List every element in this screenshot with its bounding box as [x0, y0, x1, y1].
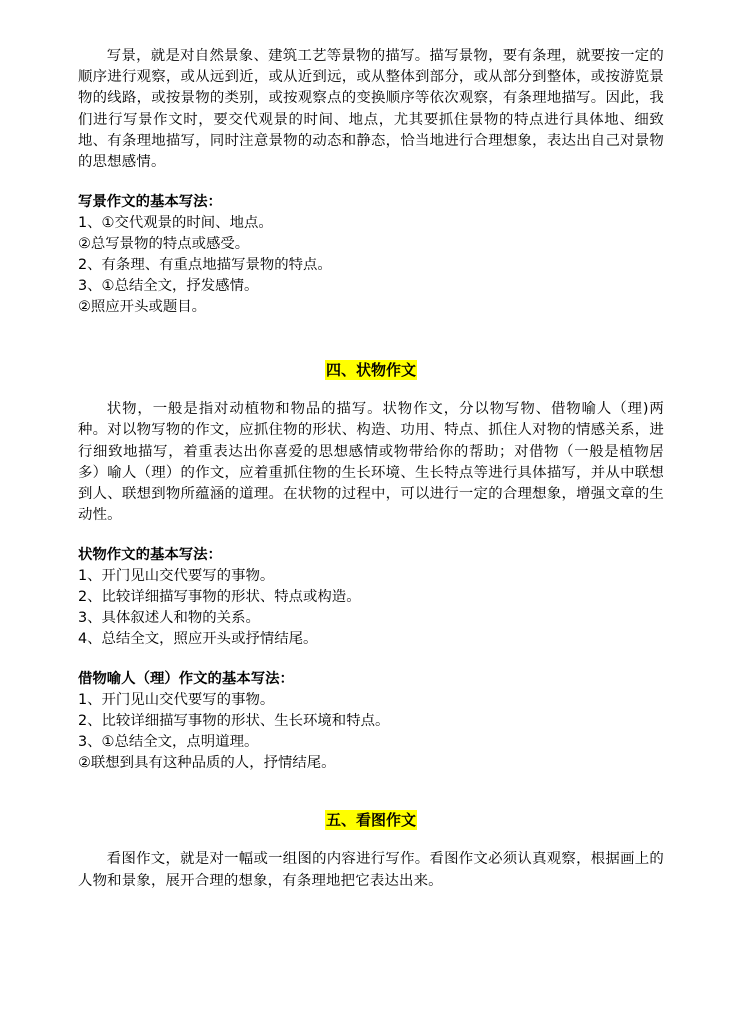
object-method-item: 3、具体叙述人和物的关系。: [78, 610, 260, 627]
section-four-title: 四、状物作文: [325, 361, 416, 380]
spacer: [78, 830, 664, 849]
scenery-intro-paragraph: 写景，就是对自然景象、建筑工艺等景物的描写。描写景物，要有条理，就要按一定的顺序进行观察，或从远到近，或从近到远，或从整体到部分，或从部分到整体，或按游览景物的线路，或按景物的类别，或按观察点的变换顺序等依次观察，有条理地描写。因此，我们进行写景作文时，要交代观景的时间、地点，尤其要抓住景物的特点进行具体地、细致地、有条理地描写，同时注意景物的动态和静态，恰当地进行合理想象，表达出自己对景物的思想感情。: [78, 48, 664, 171]
picture-intro-paragraph: 看图作文，就是对一幅或一组图的内容进行写作。看图作文必须认真观察，根据画上的人物和景象，展开合理的想象，有条理地把它表达出来。: [78, 851, 664, 889]
spacer: [78, 650, 664, 669]
object-method-item: 4、总结全文，照应开头或抒情结尾。: [78, 631, 318, 648]
spacer: [78, 526, 664, 545]
section-four-title-wrap: [78, 360, 664, 380]
section-five-title: 五、看图作文: [325, 811, 416, 830]
section-five-title-wrap: [78, 810, 664, 830]
metaphor-method-heading: 借物喻人（理）作文的基本写法：: [78, 671, 294, 688]
metaphor-method-item: 2、比较详细描写事物的形状、生长环境和特点。: [78, 713, 390, 730]
scenery-method-item: 3、①总结全文，抒发感情。: [78, 278, 259, 295]
spacer: [78, 774, 664, 810]
object-method-item: 2、比较详细描写事物的形状、特点或构造。: [78, 589, 361, 606]
document-page: [78, 46, 664, 892]
scenery-method-item: ②总写景物的特点或感受。: [78, 236, 250, 253]
spacer: [78, 173, 664, 192]
object-method-item: 1、开门见山交代要写的事物。: [78, 568, 275, 585]
scenery-method-item: 2、有条理、有重点地描写景物的特点。: [78, 257, 332, 274]
scenery-method-heading: 写景作文的基本写法：: [78, 194, 222, 211]
scenery-method-item: ②照应开头或题目。: [78, 299, 207, 316]
metaphor-method-item: 1、开门见山交代要写的事物。: [78, 692, 275, 709]
object-intro-paragraph: 状物，一般是指对动植物和物品的描写。状物作文，分以物写物、借物喻人（理)两种。对以物写物的作文，应抓住物的形状、构造、功用、特点、抓住人对物的情感关系，进行细致地描写，着重表达出你喜爱的思想感情或物带给你的帮助；对借物（一般是植物居多）喻人（理）的作文，应着重抓住物的生长环境、生长特点等进行具体描写，并从中联想到人、联想到物所蕴涵的道理。在状物的过程中，可以进行一定的合理想象，增强文章的生动性。: [78, 401, 664, 524]
object-method-heading: 状物作文的基本写法：: [78, 547, 222, 564]
spacer: [78, 318, 664, 360]
metaphor-method-item: 3、①总结全文，点明道理。: [78, 734, 259, 751]
scenery-method-item: 1、①交代观景的时间、地点。: [78, 215, 273, 232]
spacer: [78, 380, 664, 399]
metaphor-method-item: ②联想到具有这种品质的人，抒情结尾。: [78, 755, 336, 772]
